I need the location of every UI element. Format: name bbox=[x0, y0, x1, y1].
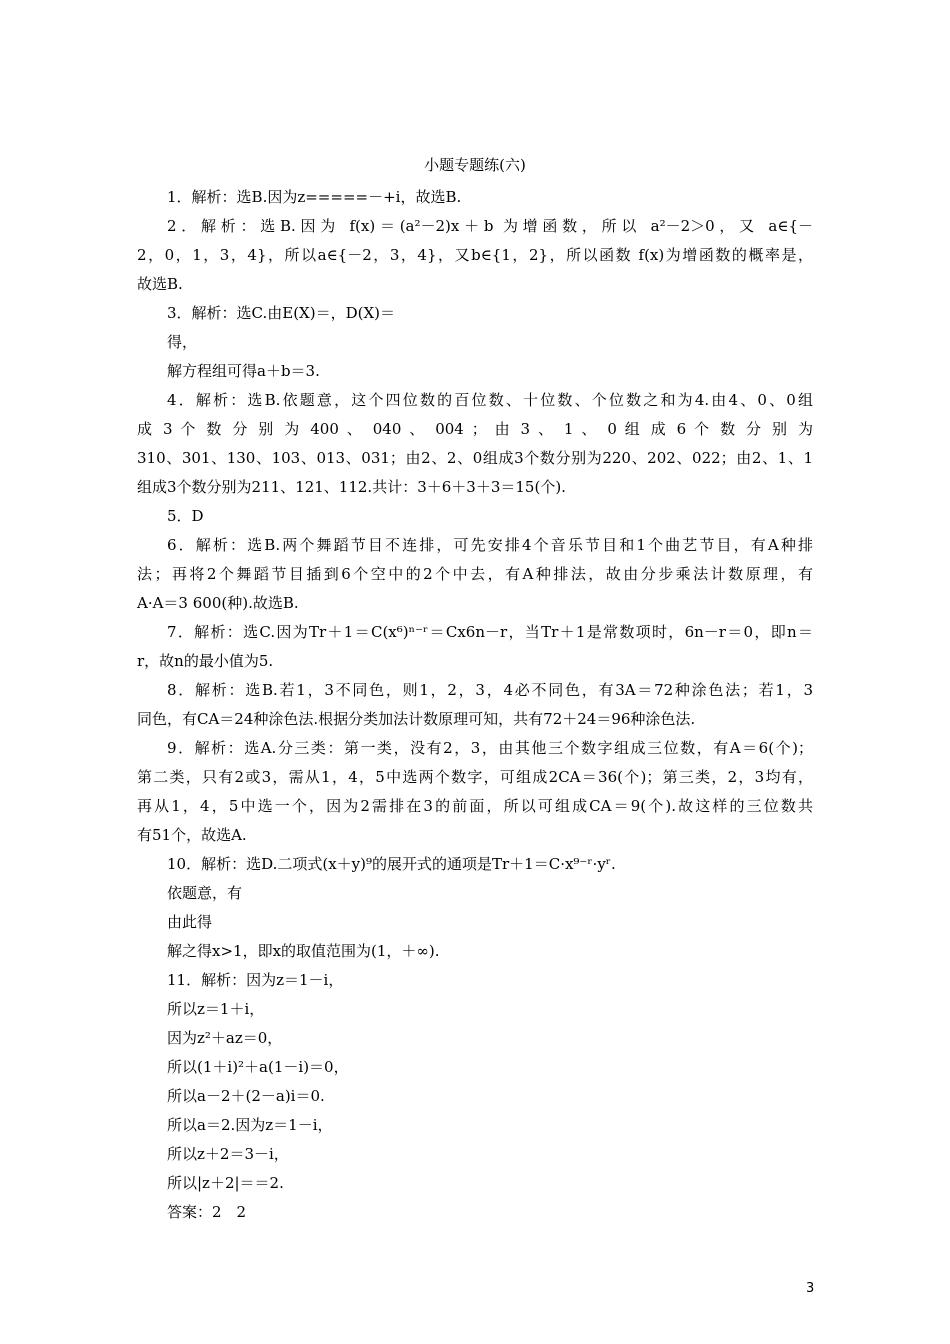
text-line: 因为z²＋az＝0， bbox=[167, 1029, 283, 1047]
page-number: 3 bbox=[806, 1281, 815, 1296]
text-line: 3．解析：选C.由E(X)＝，D(X)＝ bbox=[167, 304, 395, 322]
text-line: 再从1，4，5中选一个，因为2需排在3的前面，所以可组成CA＝9(个).故这样的三位数共 bbox=[137, 797, 813, 815]
text-line: A·A＝3 600(种).故选B. bbox=[137, 594, 299, 612]
text-line: 有51个，故选A. bbox=[137, 826, 247, 844]
text-line: 11．解析：因为z＝1－i， bbox=[167, 971, 344, 989]
text-line: 所以a＝2.因为z＝1－i， bbox=[167, 1116, 333, 1134]
text-line: 法；再将2个舞蹈节目插到6个空中的2个中去，有A种排法，故由分步乘法计数原理，有 bbox=[137, 565, 813, 583]
text-line: 310、301、130、103、013、031；由2、2、0组成3个数分别为220、202、022；由2、1、1 bbox=[137, 449, 813, 467]
text-line: 9．解析：选A.分三类：第一类，没有2，3，由其他三个数字组成三位数，有A＝6(个)； bbox=[167, 739, 813, 757]
text-line: 5．D bbox=[167, 507, 204, 525]
text-line: 所以z＋2＝3－i， bbox=[167, 1145, 289, 1163]
text-line: 2．解析：选B.因为 f(x)＝(a²－2)x＋b 为增函数，所以 a²－2＞0，又 a∈{－ bbox=[167, 217, 813, 235]
text-line: 答案：2 2 bbox=[167, 1203, 247, 1221]
text-line: 由此得 bbox=[167, 913, 213, 931]
text-line: 第二类，只有2或3，需从1，4，5中选两个数字，可组成2CA＝36(个)；第三类，2，3均有， bbox=[137, 768, 813, 786]
text-line: 所以a－2＋(2－a)i＝0. bbox=[167, 1087, 325, 1105]
text-line: 8．解析：选B.若1，3不同色，则1，2，3，4必不同色，有3A＝72种涂色法；若1，3 bbox=[167, 681, 813, 699]
page-title: 小题专题练(六) bbox=[424, 156, 526, 174]
text-line: 得， bbox=[167, 333, 198, 351]
text-line: 依题意，有 bbox=[167, 884, 243, 902]
text-line: 1．解析：选B.因为z=====－+i，故选B. bbox=[167, 188, 462, 206]
text-line: 同色，有CA＝24种涂色法.根据分类加法计数原理可知，共有72＋24＝96种涂色法. bbox=[137, 710, 696, 728]
text-line: 组成3个数分别为211、121、112.共计：3＋6＋3＋3＝15(个). bbox=[137, 478, 566, 496]
text-line: 2，0，1，3，4}，所以a∈{－2，3，4}，又b∈{1，2}，所以函数 f(x)为增函数的概率是， bbox=[137, 246, 813, 264]
text-line: 解之得x>1，即x的取值范围为(1，＋∞). bbox=[167, 942, 440, 960]
text-line: r，故n的最小值为5. bbox=[137, 652, 274, 670]
text-line: 4．解析：选B.依题意，这个四位数的百位数、十位数、个位数之和为4.由4、0、0组 bbox=[167, 391, 813, 409]
text-line: 解方程组可得a＋b＝3. bbox=[167, 362, 320, 380]
text-line: 故选B. bbox=[137, 275, 183, 293]
solution-text-body bbox=[137, 183, 813, 1227]
text-line: 所以z＝1＋i， bbox=[167, 1000, 265, 1018]
text-line: 7．解析：选C.因为Tr＋1＝C(x⁶)ⁿ⁻ʳ＝Cx6n－r，当Tr＋1是常数项时，6n－r＝0，即n＝ bbox=[167, 623, 813, 641]
text-line: 所以|z＋2|＝＝2. bbox=[167, 1174, 284, 1192]
text-line: 10．解析：选D.二项式(x＋y)⁹的展开式的通项是Tr＋1＝C·x⁹⁻ʳ·yʳ. bbox=[167, 855, 616, 873]
text-line: 成 3 个 数 分 别 为 400 、 040 、 004 ； 由 3 、 1 、 0 组 成 6 个 数 分 别 为 bbox=[137, 420, 813, 438]
text-line: 所以(1＋i)²＋a(1－i)＝0， bbox=[167, 1058, 349, 1076]
text-line: 6．解析：选B.两个舞蹈节目不连排，可先安排4个音乐节目和1个曲艺节目，有A种排 bbox=[167, 536, 813, 554]
